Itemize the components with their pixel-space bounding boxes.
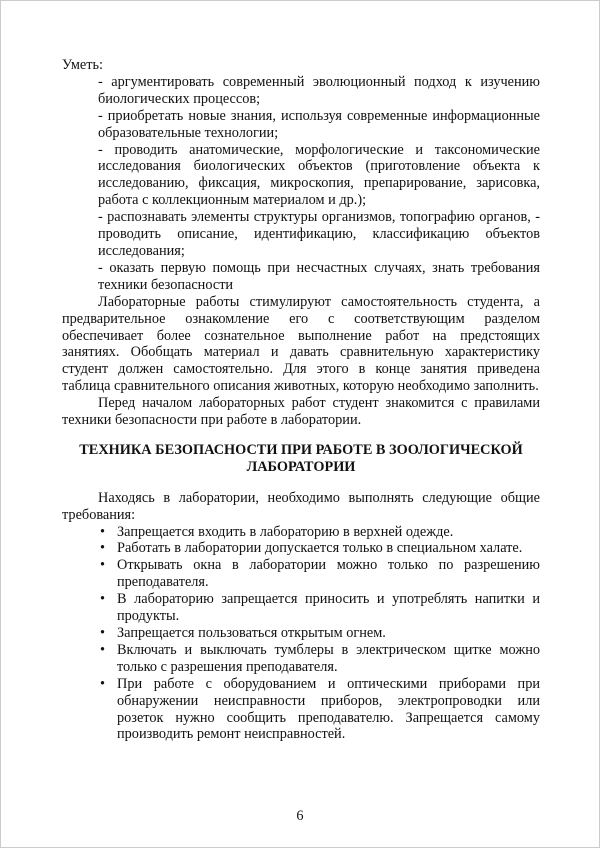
bullet-icon: • — [100, 675, 106, 692]
section-intro: Находясь в лаборатории, необходимо выполнять следующие общие требования: — [62, 489, 540, 523]
rule-text: При работе с оборудованием и оптическими приборами при обнаружении неисправности приборов, электропроводки или розеток нужно сообщить преподавателю. Запрещается самому производить ремонт неисправностей. — [117, 675, 540, 743]
skill-item: - распознавать элементы структуры организмов, топографию органов, - проводить описание, идентификацию, классификацию объектов исследования; — [98, 209, 540, 259]
rule-text: Запрещается входить в лабораторию в верхней одежде. — [117, 523, 454, 540]
bullet-icon: • — [100, 641, 106, 658]
list-item — [98, 557, 540, 591]
rule-text: Работать в лаборатории допускается только в специальном халате. — [117, 540, 523, 557]
body-paragraph: Перед началом лабораторных работ студент знакомится с правилами техники безопасности при работе в лаборатории. — [62, 395, 540, 429]
list-item — [98, 625, 540, 642]
safety-rules-list — [98, 524, 540, 744]
bullet-icon: • — [100, 540, 106, 557]
skill-item: - приобретать новые знания, используя современные информационные образовательные технологии; — [98, 107, 540, 141]
skills-lead: Уметь: — [62, 57, 103, 73]
bullet-icon: • — [100, 625, 106, 641]
skill-item: - аргументировать современный эволюционный подход к изучению биологических процессов; — [98, 73, 540, 107]
list-item — [98, 676, 540, 744]
rule-text: В лабораторию запрещается приносить и употреблять напитки и продукты. — [117, 591, 540, 625]
list-item — [98, 591, 540, 625]
rule-text: Запрещается пользоваться открытым огнем. — [117, 625, 386, 641]
list-item — [98, 524, 540, 541]
rule-text: Включать и выключать тумблеры в электрическом щитке можно только с разрешения преподавателя. — [117, 641, 540, 675]
list-item — [98, 642, 540, 676]
page-number: 6 — [296, 808, 304, 825]
section-heading: ТЕХНИКА БЕЗОПАСНОСТИ ПРИ РАБОТЕ В ЗООЛОГИЧЕСКОЙ ЛАБОРАТОРИИ — [79, 441, 523, 475]
bullet-icon: • — [100, 557, 106, 574]
bullet-icon: • — [100, 523, 106, 540]
skill-item: - оказать первую помощь при несчастных случаях, знать требования техники безопасности — [98, 259, 540, 293]
list-item — [98, 540, 540, 557]
rule-text: Открывать окна в лаборатории можно только по разрешению преподавателя. — [117, 557, 540, 591]
body-paragraph: Лабораторные работы стимулируют самостоятельность студента, а предварительное ознакомление его с соответствующим разделом обеспечивает более сознательное выполнение работ на предстоящих занятиях. Обобщать материал и давать сравнительную характеристику студент должен самостоятельно. Для этого в конце занятия приведена таблица сравнительного описания животных, которую необходимо заполнить. — [62, 293, 540, 395]
skill-item: - проводить анатомические, морфологические и таксономические исследования биологических объектов (приготовление объекта к исследованию, фиксация, микроскопия, препарирование, зарисовка, работа с коллекционным материалом и др.); — [98, 141, 540, 209]
bullet-icon: • — [100, 591, 106, 608]
